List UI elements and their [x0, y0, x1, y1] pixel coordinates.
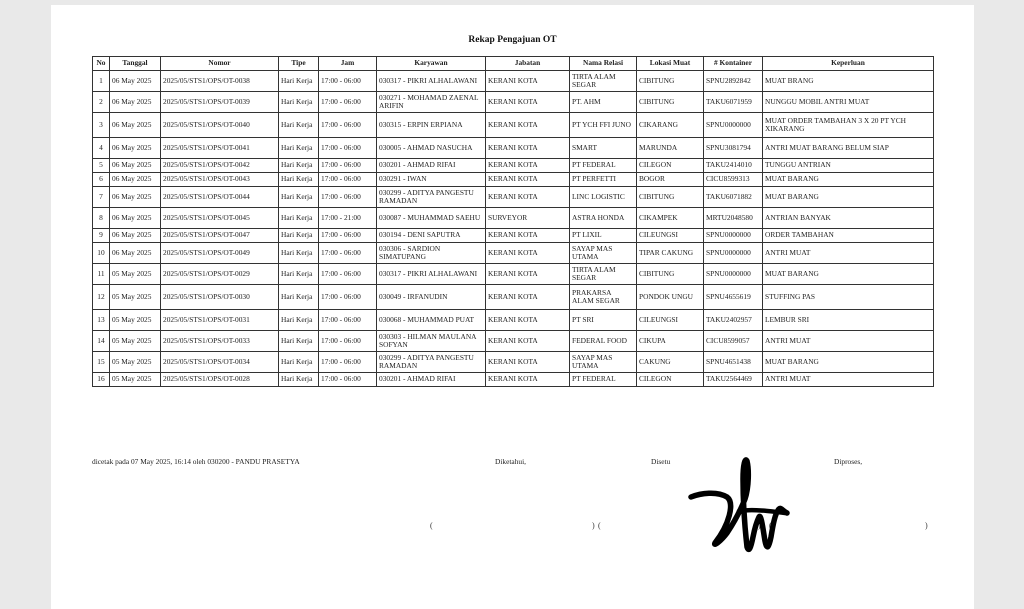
cell-number: 2025/05/STS1/OPS/OT-0043 — [161, 173, 279, 187]
cell-date: 05 May 2025 — [110, 331, 161, 352]
cell-position: KERANI KOTA — [486, 113, 570, 138]
cell-load-location: CIBITUNG — [637, 264, 704, 285]
cell-position: KERANI KOTA — [486, 285, 570, 310]
cell-no: 11 — [93, 264, 110, 285]
cell-load-location: CILEUNGSI — [637, 229, 704, 243]
cell-relation: PT FEDERAL — [570, 373, 637, 387]
cell-purpose: ANTRIAN BANYAK — [763, 208, 934, 229]
cell-relation: PT PERFETTI — [570, 173, 637, 187]
table-row — [93, 285, 934, 310]
cell-number: 2025/05/STS1/OPS/OT-0049 — [161, 243, 279, 264]
cell-container: SPNU0000000 — [704, 113, 763, 138]
cell-number: 2025/05/STS1/OPS/OT-0039 — [161, 92, 279, 113]
cell-no: 5 — [93, 159, 110, 173]
cell-number: 2025/05/STS1/OPS/OT-0030 — [161, 285, 279, 310]
cell-time: 17:00 - 06:00 — [319, 331, 377, 352]
cell-employee: 030201 - AHMAD RIFAI — [377, 373, 486, 387]
cell-container: TAKU2414010 — [704, 159, 763, 173]
column-header: Jabatan — [486, 57, 570, 71]
paren-open: ( — [430, 521, 433, 530]
cell-purpose: MUAT BARANG — [763, 352, 934, 373]
table-row — [93, 92, 934, 113]
cell-employee: 030291 - IWAN — [377, 173, 486, 187]
cell-relation: TIRTA ALAM SEGAR — [570, 71, 637, 92]
column-header: Nomor — [161, 57, 279, 71]
cell-time: 17:00 - 06:00 — [319, 264, 377, 285]
table-row — [93, 138, 934, 159]
table-row — [93, 243, 934, 264]
table-row — [93, 229, 934, 243]
cell-type: Hari Kerja — [279, 352, 319, 373]
cell-employee: 030087 - MUHAMMAD SAEHU — [377, 208, 486, 229]
cell-date: 06 May 2025 — [110, 229, 161, 243]
cell-no: 13 — [93, 310, 110, 331]
cell-employee: 030306 - SARDION SIMATUPANG — [377, 243, 486, 264]
cell-load-location: MARUNDA — [637, 138, 704, 159]
table-row — [93, 352, 934, 373]
cell-employee: 030049 - IRFANUDIN — [377, 285, 486, 310]
cell-type: Hari Kerja — [279, 71, 319, 92]
cell-relation: LINC LOGISTIC — [570, 187, 637, 208]
cell-purpose: ANTRI MUAT BARANG BELUM SIAP — [763, 138, 934, 159]
cell-no: 10 — [93, 243, 110, 264]
cell-purpose: STUFFING PAS — [763, 285, 934, 310]
cell-type: Hari Kerja — [279, 187, 319, 208]
paren-close: ) — [592, 521, 595, 530]
table-row — [93, 373, 934, 387]
cell-date: 06 May 2025 — [110, 138, 161, 159]
table-header-row — [93, 57, 934, 71]
cell-purpose: NUNGGU MOBIL ANTRI MUAT — [763, 92, 934, 113]
cell-position: KERANI KOTA — [486, 243, 570, 264]
table-row — [93, 331, 934, 352]
cell-purpose: MUAT ORDER TAMBAHAN 3 X 20 PT YCH XIKARANG — [763, 113, 934, 138]
cell-date: 05 May 2025 — [110, 352, 161, 373]
cell-time: 17:00 - 06:00 — [319, 187, 377, 208]
cell-employee: 030005 - AHMAD NASUCHA — [377, 138, 486, 159]
cell-relation: PT YCH FFI JUNO — [570, 113, 637, 138]
cell-number: 2025/05/STS1/OPS/OT-0045 — [161, 208, 279, 229]
cell-purpose: LEMBUR SRI — [763, 310, 934, 331]
cell-purpose: TUNGGU ANTRIAN — [763, 159, 934, 173]
cell-type: Hari Kerja — [279, 208, 319, 229]
cell-relation: PT SRI — [570, 310, 637, 331]
cell-employee: 030303 - HILMAN MAULANA SOFYAN — [377, 331, 486, 352]
cell-employee: 030299 - ADITYA PANGESTU RAMADAN — [377, 187, 486, 208]
table-row — [93, 310, 934, 331]
cell-container: CICU8599313 — [704, 173, 763, 187]
cell-type: Hari Kerja — [279, 331, 319, 352]
table-row — [93, 187, 934, 208]
cell-container: SPNU3081794 — [704, 138, 763, 159]
cell-no: 6 — [93, 173, 110, 187]
cell-position: SURVEYOR — [486, 208, 570, 229]
cell-relation: PT FEDERAL — [570, 159, 637, 173]
cell-date: 06 May 2025 — [110, 243, 161, 264]
cell-type: Hari Kerja — [279, 113, 319, 138]
cell-time: 17:00 - 06:00 — [319, 373, 377, 387]
cell-number: 2025/05/STS1/OPS/OT-0029 — [161, 264, 279, 285]
cell-purpose: ANTRI MUAT — [763, 243, 934, 264]
cell-load-location: CIBITUNG — [637, 71, 704, 92]
cell-time: 17:00 - 06:00 — [319, 285, 377, 310]
cell-employee: 030317 - PIKRI ALHALAWANI — [377, 71, 486, 92]
cell-purpose: MUAT BARANG — [763, 173, 934, 187]
cell-container: TAKU6071959 — [704, 92, 763, 113]
cell-date: 06 May 2025 — [110, 187, 161, 208]
cell-container: TAKU2402957 — [704, 310, 763, 331]
column-header: Jam — [319, 57, 377, 71]
cell-type: Hari Kerja — [279, 229, 319, 243]
column-header: # Kontainer — [704, 57, 763, 71]
cell-date: 05 May 2025 — [110, 285, 161, 310]
cell-type: Hari Kerja — [279, 310, 319, 331]
cell-position: KERANI KOTA — [486, 310, 570, 331]
cell-type: Hari Kerja — [279, 373, 319, 387]
column-header: Lokasi Muat — [637, 57, 704, 71]
cell-time: 17:00 - 06:00 — [319, 352, 377, 373]
cell-time: 17:00 - 21:00 — [319, 208, 377, 229]
column-header: Tipe — [279, 57, 319, 71]
handwritten-signature — [687, 455, 797, 560]
cell-purpose: MUAT BARANG — [763, 264, 934, 285]
table-row — [93, 208, 934, 229]
cell-date: 06 May 2025 — [110, 173, 161, 187]
cell-container: SPNU0000000 — [704, 243, 763, 264]
cell-type: Hari Kerja — [279, 173, 319, 187]
cell-number: 2025/05/STS1/OPS/OT-0042 — [161, 159, 279, 173]
cell-container: CICU8599057 — [704, 331, 763, 352]
column-header: Nama Relasi — [570, 57, 637, 71]
cell-employee: 030299 - ADITYA PANGESTU RAMADAN — [377, 352, 486, 373]
cell-position: KERANI KOTA — [486, 352, 570, 373]
cell-load-location: PONDOK UNGU — [637, 285, 704, 310]
paren-open: ( — [769, 521, 772, 530]
cell-load-location: CIBITUNG — [637, 92, 704, 113]
cell-no: 2 — [93, 92, 110, 113]
table-row — [93, 173, 934, 187]
cell-no: 16 — [93, 373, 110, 387]
cell-no: 9 — [93, 229, 110, 243]
cell-purpose: ANTRI MUAT — [763, 331, 934, 352]
printed-info: dicetak pada 07 May 2025, 16:14 oleh 030200 - PANDU PRASETYA — [92, 457, 300, 466]
cell-load-location: CIKAMPEK — [637, 208, 704, 229]
cell-employee: 030201 - AHMAD RIFAI — [377, 159, 486, 173]
cell-type: Hari Kerja — [279, 243, 319, 264]
cell-employee: 030315 - ERPIN ERPIANA — [377, 113, 486, 138]
cell-no: 4 — [93, 138, 110, 159]
paren-close: ) — [758, 521, 761, 530]
document-page — [51, 5, 974, 609]
cell-container: SPNU4651438 — [704, 352, 763, 373]
cell-no: 7 — [93, 187, 110, 208]
cell-position: KERANI KOTA — [486, 229, 570, 243]
cell-number: 2025/05/STS1/OPS/OT-0034 — [161, 352, 279, 373]
cell-time: 17:00 - 06:00 — [319, 113, 377, 138]
cell-number: 2025/05/STS1/OPS/OT-0040 — [161, 113, 279, 138]
cell-relation: PT. AHM — [570, 92, 637, 113]
cell-number: 2025/05/STS1/OPS/OT-0033 — [161, 331, 279, 352]
cell-time: 17:00 - 06:00 — [319, 138, 377, 159]
cell-employee: 030271 - MOHAMAD ZAENAL ARIFIN — [377, 92, 486, 113]
cell-position: KERANI KOTA — [486, 71, 570, 92]
table-row — [93, 264, 934, 285]
approved-label: Disetu — [651, 457, 671, 466]
cell-time: 17:00 - 06:00 — [319, 310, 377, 331]
cell-time: 17:00 - 06:00 — [319, 243, 377, 264]
cell-date: 05 May 2025 — [110, 264, 161, 285]
cell-no: 14 — [93, 331, 110, 352]
cell-number: 2025/05/STS1/OPS/OT-0038 — [161, 71, 279, 92]
cell-date: 06 May 2025 — [110, 92, 161, 113]
cell-position: KERANI KOTA — [486, 173, 570, 187]
cell-position: KERANI KOTA — [486, 159, 570, 173]
cell-number: 2025/05/STS1/OPS/OT-0031 — [161, 310, 279, 331]
cell-relation: SAYAP MAS UTAMA — [570, 243, 637, 264]
cell-date: 06 May 2025 — [110, 71, 161, 92]
cell-load-location: BOGOR — [637, 173, 704, 187]
cell-load-location: CILEGON — [637, 159, 704, 173]
cell-purpose: MUAT BRANG — [763, 71, 934, 92]
cell-time: 17:00 - 06:00 — [319, 71, 377, 92]
processed-label: Diproses, — [834, 457, 863, 466]
cell-number: 2025/05/STS1/OPS/OT-0041 — [161, 138, 279, 159]
cell-position: KERANI KOTA — [486, 187, 570, 208]
cell-container: TAKU6071882 — [704, 187, 763, 208]
document-title: Rekap Pengajuan OT — [468, 35, 557, 45]
known-label: Diketahui, — [495, 457, 526, 466]
cell-container: SPNU0000000 — [704, 264, 763, 285]
cell-type: Hari Kerja — [279, 138, 319, 159]
cell-type: Hari Kerja — [279, 92, 319, 113]
cell-relation: SMART — [570, 138, 637, 159]
cell-position: KERANI KOTA — [486, 331, 570, 352]
cell-type: Hari Kerja — [279, 159, 319, 173]
cell-date: 05 May 2025 — [110, 373, 161, 387]
cell-load-location: CIKARANG — [637, 113, 704, 138]
cell-time: 17:00 - 06:00 — [319, 229, 377, 243]
cell-time: 17:00 - 06:00 — [319, 92, 377, 113]
cell-relation: TIRTA ALAM SEGAR — [570, 264, 637, 285]
cell-container: SPNU4655619 — [704, 285, 763, 310]
cell-number: 2025/05/STS1/OPS/OT-0028 — [161, 373, 279, 387]
cell-number: 2025/05/STS1/OPS/OT-0047 — [161, 229, 279, 243]
cell-container: MRTU2048580 — [704, 208, 763, 229]
cell-type: Hari Kerja — [279, 285, 319, 310]
cell-relation: FEDERAL FOOD — [570, 331, 637, 352]
paren-open: ( — [598, 521, 601, 530]
column-header: Tanggal — [110, 57, 161, 71]
cell-type: Hari Kerja — [279, 264, 319, 285]
cell-position: KERANI KOTA — [486, 92, 570, 113]
cell-container: TAKU2564469 — [704, 373, 763, 387]
table-row — [93, 159, 934, 173]
cell-number: 2025/05/STS1/OPS/OT-0044 — [161, 187, 279, 208]
cell-no: 8 — [93, 208, 110, 229]
cell-time: 17:00 - 06:00 — [319, 173, 377, 187]
cell-relation: PRAKARSA ALAM SEGAR — [570, 285, 637, 310]
column-header: Karyawan — [377, 57, 486, 71]
cell-load-location: CIKUPA — [637, 331, 704, 352]
cell-no: 1 — [93, 71, 110, 92]
cell-purpose: ORDER TAMBAHAN — [763, 229, 934, 243]
cell-employee: 030194 - DENI SAPUTRA — [377, 229, 486, 243]
cell-date: 06 May 2025 — [110, 159, 161, 173]
cell-time: 17:00 - 06:00 — [319, 159, 377, 173]
cell-no: 3 — [93, 113, 110, 138]
cell-position: KERANI KOTA — [486, 138, 570, 159]
cell-load-location: CILEUNGSI — [637, 310, 704, 331]
cell-load-location: TIPAR CAKUNG — [637, 243, 704, 264]
cell-date: 05 May 2025 — [110, 310, 161, 331]
cell-date: 06 May 2025 — [110, 113, 161, 138]
cell-load-location: CIBITUNG — [637, 187, 704, 208]
column-header: Keperluan — [763, 57, 934, 71]
cell-employee: 030317 - PIKRI ALHALAWANI — [377, 264, 486, 285]
table-row — [93, 71, 934, 92]
cell-load-location: CAKUNG — [637, 352, 704, 373]
cell-load-location: CILEGON — [637, 373, 704, 387]
table-row — [93, 113, 934, 138]
cell-date: 06 May 2025 — [110, 208, 161, 229]
cell-container: SPNU2892842 — [704, 71, 763, 92]
cell-relation: PT LIXIL — [570, 229, 637, 243]
cell-purpose: MUAT BARANG — [763, 187, 934, 208]
cell-relation: ASTRA HONDA — [570, 208, 637, 229]
cell-no: 15 — [93, 352, 110, 373]
cell-employee: 030068 - MUHAMMAD PUAT — [377, 310, 486, 331]
column-header: No — [93, 57, 110, 71]
cell-purpose: ANTRI MUAT — [763, 373, 934, 387]
cell-relation: SAYAP MAS UTAMA — [570, 352, 637, 373]
cell-container: SPNU0000000 — [704, 229, 763, 243]
cell-position: KERANI KOTA — [486, 373, 570, 387]
cell-no: 12 — [93, 285, 110, 310]
paren-close: ) — [925, 521, 928, 530]
ot-table — [92, 56, 934, 387]
cell-position: KERANI KOTA — [486, 264, 570, 285]
